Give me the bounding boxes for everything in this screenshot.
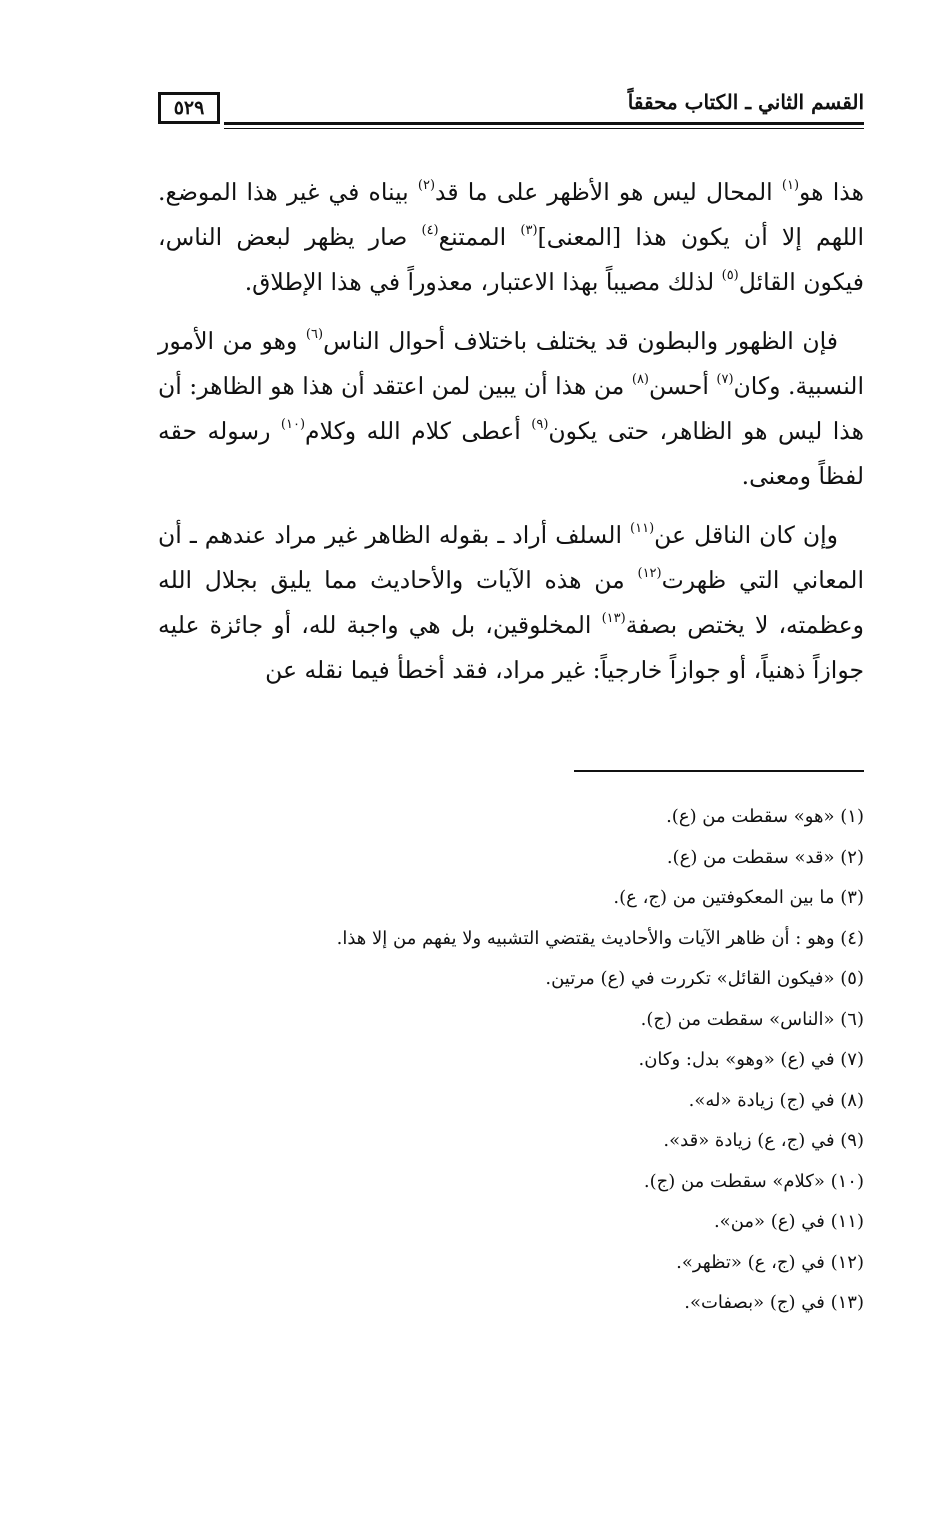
footnote: (١٣) في (ج) «بصفات». xyxy=(684,1292,864,1313)
footnote-marker: (٥) xyxy=(721,268,739,283)
text-run: من هذه الآيات والأحاديث مما يليق بجلال الله وعظمته، لا يختص بصفة xyxy=(158,566,864,639)
main-text xyxy=(158,170,864,707)
footnote: (٧) في (ع) «وهو» بدل: وكان. xyxy=(638,1049,864,1070)
header-rule xyxy=(224,122,864,125)
footnote: (٦) «الناس» سقطت من (ج). xyxy=(640,1008,864,1030)
footnote-separator xyxy=(574,770,864,772)
footnote: (١٠) «كلام» سقطت من (ج). xyxy=(643,1170,864,1192)
text-run: وهو من الأمور النسبية. وكان xyxy=(158,327,864,400)
header-rule-thin xyxy=(224,128,864,129)
footnote-marker: (١٢) xyxy=(637,566,662,581)
footnote-marker: (٩) xyxy=(531,417,549,432)
footnote-marker: (١١) xyxy=(630,521,655,536)
text-run: أعطى كلام الله وكلام xyxy=(305,417,532,445)
footnote-marker: (٨) xyxy=(631,372,649,387)
footnote: (٥) «فيكون القائل» تكررت في (ع) مرتين. xyxy=(545,968,864,989)
footnote-marker: (١) xyxy=(781,178,800,193)
footnote-marker: (٤) xyxy=(421,223,439,238)
footnote-marker: (٧) xyxy=(716,372,734,387)
footnote-marker: (١٠) xyxy=(280,417,306,432)
text-run: الممتنع xyxy=(438,223,521,251)
footnote-marker: (٣) xyxy=(520,223,538,238)
body-paragraph xyxy=(158,170,864,305)
footnote: (٩) في (ج، ع) زيادة «قد». xyxy=(663,1130,864,1151)
text-run: المحال ليس هو الأظهر على ما قد xyxy=(435,178,782,206)
footnote: (٣) ما بين المعكوفتين من (ج، ع). xyxy=(613,887,864,908)
page-number: ٥٢٩ xyxy=(158,92,220,124)
page-header xyxy=(158,84,864,134)
body-paragraph xyxy=(158,513,864,693)
footnote: (١) «هو» سقطت من (ع). xyxy=(666,806,864,827)
footnotes xyxy=(158,797,864,1324)
footnote-marker: (٦) xyxy=(305,327,324,342)
text-run: رسوله حقه لفظاً ومعنى. xyxy=(158,417,864,490)
footnote: (٨) في (ج) زيادة «له». xyxy=(688,1089,864,1111)
body-paragraph xyxy=(158,319,864,499)
text-run: بيناه في غير هذا الموضع. اللهم إلا أن يكون هذا [المعنى] xyxy=(158,178,864,251)
text-run: لذلك مصيباً بهذا الاعتبار، معذوراً في هذا الإطلاق. xyxy=(244,268,722,296)
text-run: السلف أراد ـ بقوله الظاهر غير مراد عندهم ـ أن المعاني التي ظهرت xyxy=(158,521,864,594)
footnote: (١١) في (ع) «من». xyxy=(713,1211,864,1232)
text-run: فإن الظهور والبطون قد يختلف باختلاف أحوال الناس xyxy=(323,327,839,355)
footnote: (١٢) في (ج، ع) «تظهر». xyxy=(676,1251,864,1273)
text-run: أحسن xyxy=(649,372,717,400)
text-run: المخلوقين، بل هي واجبة لله، أو جائزة عليه جوازاً ذهنياً، أو جوازاً خارجياً: غير مراد، فقد أخطأ فيما نقله عن xyxy=(158,611,864,684)
running-head: القسم الثاني ـ الكتاب محققاً xyxy=(627,90,864,114)
text-run: صار يظهر لبعض الناس، فيكون القائل xyxy=(158,223,864,296)
footnote: (٤) وهو : أن ظاهر الآيات والأحاديث يقتضي التشبيه ولا يفهم من إلا هذا. xyxy=(336,927,864,949)
text-run: من هذا أن يبين لمن اعتقد أن هذا هو الظاهر: أن هذا ليس هو الظاهر، حتى يكون xyxy=(158,372,864,445)
footnote-marker: (٢) xyxy=(417,178,436,193)
footnote: (٢) «قد» سقطت من (ع). xyxy=(666,846,864,868)
text-run: وإن كان الناقل عن xyxy=(654,521,838,549)
text-run: هذا هو xyxy=(799,178,864,206)
footnote-marker: (١٣) xyxy=(601,611,626,626)
